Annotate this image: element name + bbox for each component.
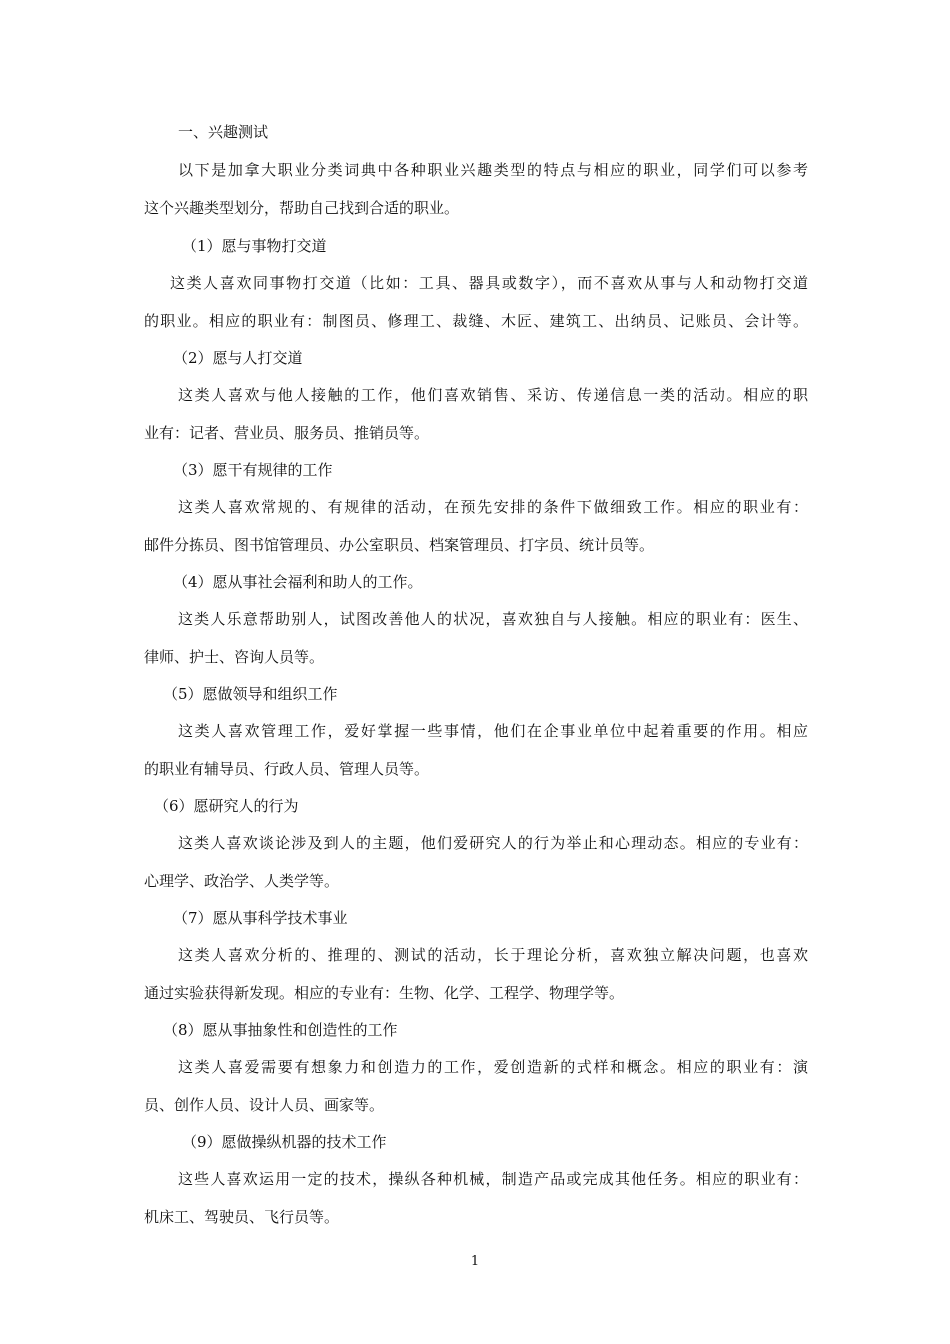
- item-7-line-2: 通过实验获得新发现。相应的专业有：生物、化学、工程学、物理学等。: [144, 984, 625, 1002]
- item-heading-6: （6）愿研究人的行为: [154, 797, 299, 815]
- item-4-line-2: 律师、护士、咨询人员等。: [144, 648, 325, 666]
- item-6-line-1: 这类人喜欢谈论涉及到人的主题，他们爱研究人的行为举止和心理动态。相应的专业有：: [178, 834, 808, 852]
- item-2-line-2: 业有：记者、营业员、服务员、推销员等。: [144, 424, 430, 442]
- item-heading-7: （7）愿从事科学技术事业: [173, 909, 348, 927]
- intro-line-1: 以下是加拿大职业分类词典中各种职业兴趣类型的特点与相应的职业，同学们可以参考: [178, 161, 808, 179]
- item-5-line-2: 的职业有辅导员、行政人员、管理人员等。: [144, 760, 430, 778]
- item-heading-2: （2）愿与人打交道: [173, 349, 303, 367]
- item-5-line-1: 这类人喜欢管理工作，爱好掌握一些事情，他们在企事业单位中起着重要的作用。相应: [178, 722, 808, 740]
- item-heading-1: （1）愿与事物打交道: [182, 237, 327, 255]
- intro-line-2: 这个兴趣类型划分，帮助自己找到合适的职业。: [144, 199, 460, 217]
- item-8-line-2: 员、创作人员、设计人员、画家等。: [144, 1096, 385, 1114]
- item-8-line-1: 这类人喜爱需要有想象力和创造力的工作，爱创造新的式样和概念。相应的职业有：演: [178, 1058, 808, 1076]
- item-6-line-2: 心理学、政治学、人类学等。: [144, 872, 340, 890]
- item-9-line-2: 机床工、驾驶员、飞行员等。: [144, 1208, 340, 1226]
- item-3-line-2: 邮件分拣员、图书馆管理员、办公室职员、档案管理员、打字员、统计员等。: [144, 536, 655, 554]
- section-title: 一、兴趣测试: [178, 123, 269, 141]
- item-9-line-1: 这些人喜欢运用一定的技术，操纵各种机械，制造产品或完成其他任务。相应的职业有：: [178, 1170, 808, 1188]
- item-heading-3: （3）愿干有规律的工作: [173, 461, 333, 479]
- item-heading-9: （9）愿做操纵机器的技术工作: [182, 1133, 387, 1151]
- item-4-line-1: 这类人乐意帮助别人，试图改善他人的状况，喜欢独自与人接触。相应的职业有：医生、: [178, 610, 808, 628]
- item-1-line-1: 这类人喜欢同事物打交道（比如：工具、器具或数字），而不喜欢从事与人和动物打交道: [170, 274, 808, 292]
- item-3-line-1: 这类人喜欢常规的、有规律的活动，在预先安排的条件下做细致工作。相应的职业有：: [178, 498, 808, 516]
- item-7-line-1: 这类人喜欢分析的、推理的、测试的活动，长于理论分析，喜欢独立解决问题，也喜欢: [178, 946, 808, 964]
- page-number: 1: [470, 1254, 480, 1269]
- item-heading-4: （4）愿从事社会福利和助人的工作。: [173, 573, 423, 591]
- item-2-line-1: 这类人喜欢与他人接触的工作，他们喜欢销售、采访、传递信息一类的活动。相应的职: [178, 386, 808, 404]
- item-1-line-2: 的职业。相应的职业有：制图员、修理工、裁缝、木匠、建筑工、出纳员、记账员、会计等。: [144, 312, 808, 330]
- item-heading-8: （8）愿从事抽象性和创造性的工作: [163, 1021, 398, 1039]
- item-heading-5: （5）愿做领导和组织工作: [163, 685, 338, 703]
